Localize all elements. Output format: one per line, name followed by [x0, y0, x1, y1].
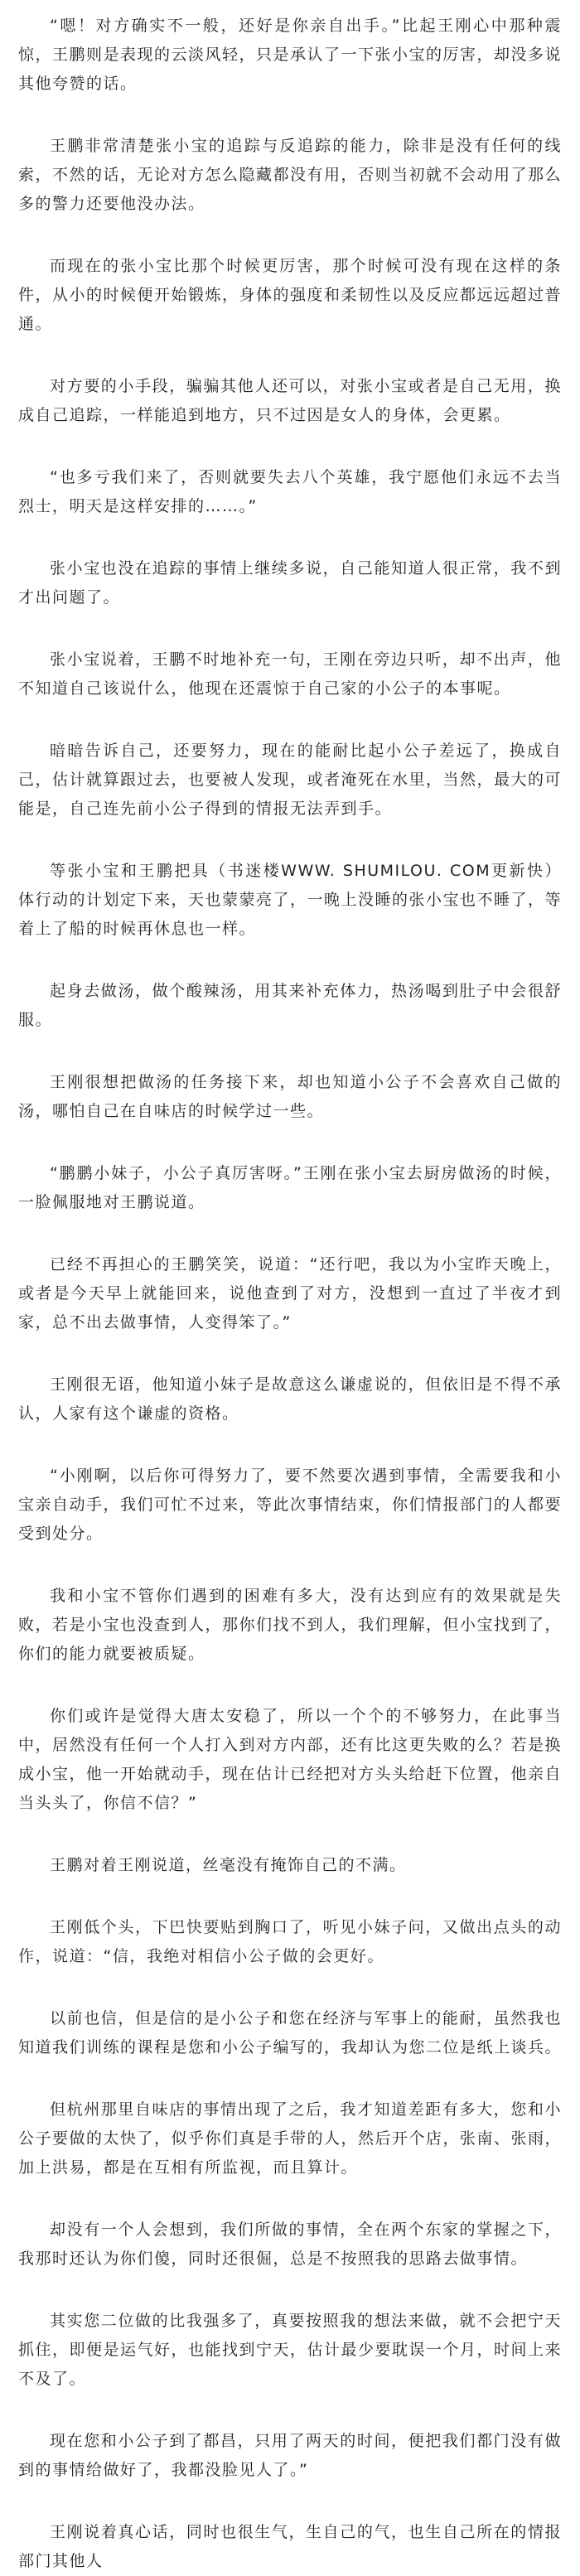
paragraph: 而现在的张小宝比那个时候更厉害，那个时候可没有现在这样的条件，从小的时候便开始锻炼，身体的强度和柔韧性以及反应都远远超过普通。: [18, 257, 563, 333]
paragraph: 暗暗告诉自己，还要努力，现在的能耐比起小公子差远了，换成自己，估计就算跟过去，也要被人发现，或者淹死在水里，当然，最大的可能是，自己连先前小公子得到的情报无法弄到手。: [18, 742, 563, 818]
paragraph: 等张小宝和王鹏把具（书迷楼WWW. SHUMILOU. COM更新快）体行动的计划定下来，天也蒙蒙亮了，一晚上没睡的张小宝也不睡了，等着上了船的时候再休息也一样。: [18, 862, 563, 938]
paragraph: 但杭州那里自味店的事情出现了之后，我才知道差距有多大，您和小公子要做的太快了，似乎你们真是手带的人，然后开个店，张南、张雨，加上洪易，都是在互相有所监视，而且算计。: [18, 2100, 563, 2177]
paragraph: 却没有一个人会想到，我们所做的事情，全在两个东家的掌握之下，我那时还认为你们傻，同时还很倔，总是不按照我的思路去做事情。: [18, 2221, 562, 2268]
paragraph: 以前也信，但是信的是小公子和您在经济与军事上的能耐，虽然我也知道我们训练的课程是您和小公子编写的，我却认为您二位是纸上谈兵。: [18, 2009, 563, 2056]
paragraph: 现在您和小公子到了都昌，只用了两天的时间，便把我们都门没有做到的事情给做好了，我都没脸见人了。”: [18, 2432, 562, 2479]
paragraph: “也多亏我们来了，否则就要失去八个英雄，我宁愿他们永远不去当烈士，明天是这样安排的……。”: [18, 468, 562, 515]
paragraph: 王刚很想把做汤的任务接下来，却也知道小公子不会喜欢自己做的汤，哪怕自己在自味店的时候学过一些。: [18, 1073, 562, 1120]
paragraph: 王刚低个头，下巴快要贴到胸口了，听见小妹子问，又做出点头的动作，说道：“信，我绝对相信小公子做的会更好。: [18, 1918, 562, 1965]
paragraph: 王刚很无语，他知道小妹子是故意这么谦虚说的，但依旧是不得不承认，人家有这个谦虚的资格。: [18, 1375, 562, 1423]
paragraph: “嗯！对方确实不一般，还好是你亲自出手。”比起王刚心中那种震惊，王鹏则是表现的云淡风轻，只是承认了一下张小宝的厉害，却没多说其他夸赞的话。: [18, 17, 563, 93]
paragraph: 王鹏对着王刚说道，丝毫没有掩饰自己的不满。: [50, 1856, 407, 1874]
paragraph: 已经不再担心的王鹏笑笑，说道：“还行吧，我以为小宝昨天晚上，或者是今天早上就能回来，说他查到了对方，没想到一直过了半夜才到家，总不出去做事情，人变得笨了。”: [18, 1255, 562, 1331]
paragraph: 我和小宝不管你们遇到的困难有多大，没有达到应有的效果就是失败，若是小宝也没查到人，那你们找不到人，我们理解，但小宝找到了，你们的能力就要被质疑。: [18, 1587, 563, 1663]
paragraph: “小刚啊，以后你可得努力了，要不然要次遇到事情，全需要我和小宝亲自动手，我们可忙不过来，等此次事情结束，你们情报部门的人都要受到处分。: [18, 1467, 563, 1543]
paragraph: 张小宝也没在追踪的事情上继续多说，自己能知道人很正常，我不到才出问题了。: [18, 559, 562, 607]
paragraph: 你们或许是觉得大唐太安稳了，所以一个个的不够努力，在此事当中，居然没有任何一个人打入到对方内部，还有比这更失败的么？若是换成小宝，他一开始就动手，现在估计已经把对方头头给赶下位置，他亲自当头头了，你信不信？”: [18, 1707, 563, 1812]
paragraph: 王鹏非常清楚张小宝的追踪与反追踪的能力，除非是没有任何的线索，不然的话，无论对方怎么隐藏都没有用，否则当初就不会动用了那么多的警力还要他没办法。: [18, 137, 563, 213]
paragraph: 起身去做汤，做个酸辣汤，用其来补充体力，热汤喝到肚子中会很舒服。: [18, 982, 562, 1029]
paragraph: 张小宝说着，王鹏不时地补充一句，王刚在旁边只听，却不出声，他不知道自己该说什么，他现在还震惊于自己家的小公子的本事呢。: [18, 650, 562, 698]
paragraph: 其实您二位做的比我强多了，真要按照我的想法来做，就不会把宁天抓住，即便是运气好，也能找到宁天，估计最少要耽误一个月，时间上来不及了。: [18, 2312, 563, 2388]
paragraph: “鹏鹏小妹子，小公子真厉害呀。”王刚在张小宝去厨房做汤的时候，一脸佩服地对王鹏说道。: [18, 1164, 562, 1211]
paragraph: 对方要的小手段，骗骗其他人还可以，对张小宝或者是自己无用，换成自己追踪，一样能追到地方，只不过因是女人的身体，会更累。: [18, 377, 562, 424]
paragraph: 王刚说着真心话，同时也很生气，生自己的气，也生自己所在的情报部门其他人: [18, 2523, 562, 2570]
